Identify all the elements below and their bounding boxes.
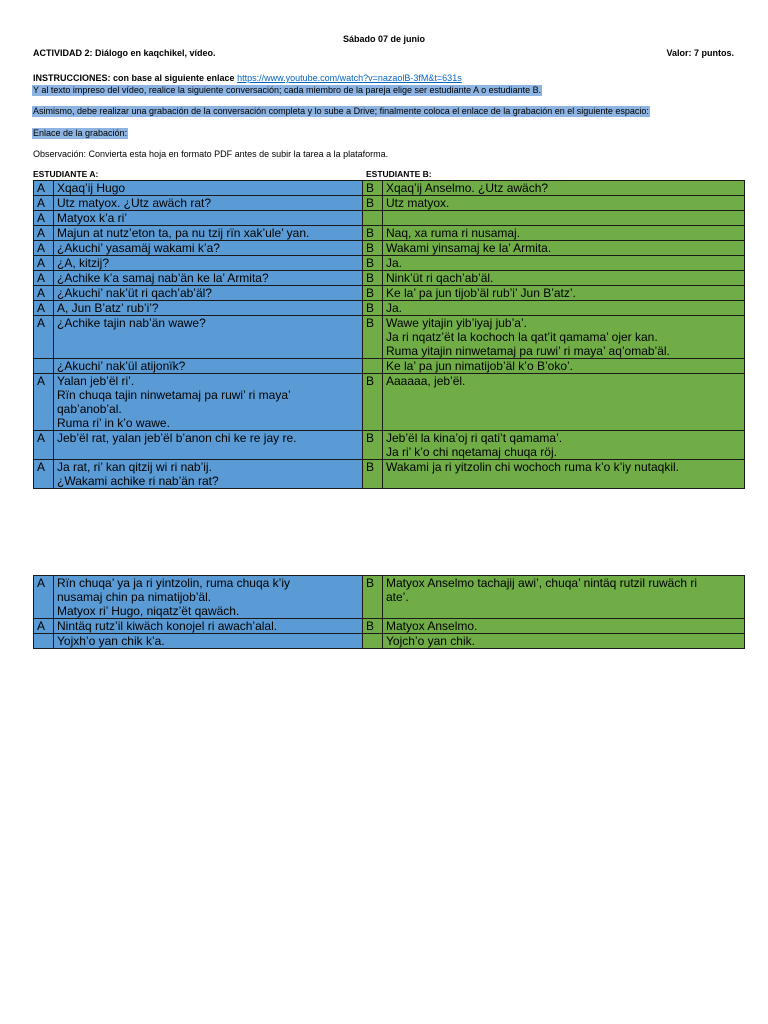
speaker-b-marker: B [363,241,383,256]
dialogue-line: Yalan jeb’ël ri’. [57,374,135,388]
speaker-a-text [54,196,363,211]
observation-text: Observación: Convierta esta hoja en formato PDF antes de subir la tarea a la plataforma. [33,149,389,159]
dialogue-row [34,271,745,286]
speaker-b-marker: B [363,226,383,241]
speaker-b-text [383,286,745,301]
speaker-a-text [54,619,363,634]
speaker-b-text [383,316,745,359]
speaker-a-marker: A [34,211,54,226]
dialogue-line: Utz matyox. [386,196,450,210]
speaker-a-text [54,256,363,271]
speaker-b-text [383,256,745,271]
dialogue-line: Jeb’ël rat, yalan jeb’ël b’anon chi ke re jay re. [57,431,297,445]
instructions-line [33,73,462,83]
speaker-b-text [383,301,745,316]
speaker-a-text [54,460,363,489]
speaker-a-text [54,241,363,256]
speaker-b-marker: B [363,431,383,460]
speaker-b-text [383,271,745,286]
dialogue-line: Xqaq’ij Hugo [57,181,126,195]
dialogue-line: Nintäq rutz’il kiwäch konojel ri awach’alal. [57,619,278,633]
dialogue-row [34,619,745,634]
instructions-label: INSTRUCCIONES: con base al siguiente enlace [33,73,235,83]
instructions-text-1: Y al texto impreso del vídeo, realice la siguiente conversación; cada miembro de la pareja elige ser estudiante A o estudiante B. [33,85,542,95]
dialogue-line: Ja. [386,256,403,270]
speaker-a-marker: A [34,181,54,196]
speaker-a-text [54,226,363,241]
student-a-label: ESTUDIANTE A: [33,169,99,179]
dialogue-line: Ruma ri’ in k’o wawe. [57,416,170,430]
speaker-b-text [383,576,745,619]
speaker-a-text [54,576,363,619]
dialogue-table-2 [33,575,745,649]
speaker-a-text [54,181,363,196]
dialogue-line: Ja ri’ k’o chi nqetamaj chuqa röj. [386,445,557,459]
dialogue-row [34,431,745,460]
dialogue-line: Ke la’ pa jun tijob’äl rub’i’ Jun B’atz’. [386,286,576,300]
speaker-b-text [383,460,745,489]
speaker-a-marker: A [34,226,54,241]
dialogue-line: ate’. [386,590,409,604]
speaker-b-text [383,226,745,241]
dialogue-line: Naq, xa ruma ri nusamaj. [386,226,521,240]
dialogue-line: Utz matyox. ¿Utz awäch rat? [57,196,212,210]
dialogue-line: ¿Achike tajin nab’än wawe? [57,316,206,330]
speaker-a-text [54,316,363,359]
dialogue-line [386,211,741,225]
speaker-a-marker: A [34,374,54,431]
dialogue-line: Wawe yitajin yib’iyaj jub’a’. [386,316,527,330]
dialogue-row [34,226,745,241]
speaker-a-marker [34,359,54,374]
speaker-b-text [383,619,745,634]
speaker-a-marker: A [34,286,54,301]
speaker-a-text [54,634,363,649]
speaker-a-text [54,286,363,301]
dialogue-line: Ruma yitajin ninwetamaj pa ruwi’ ri maya’ aq’omab’äl. [386,344,670,358]
dialogue-line: ¿Akuchi’ nak’ül atijonïk? [57,359,186,373]
dialogue-line: Ke la’ pa jun nimatijob’äl k’o B’oko’. [386,359,573,373]
dialogue-row [34,301,745,316]
dialogue-line: Ja rat, ri’ kan qitzij wi ri nab’ij. [57,460,212,474]
dialogue-row [34,241,745,256]
dialogue-line: Matyox Anselmo tachajij awi’, chuqa’ nintäq rutzil ruwäch ri [386,576,698,590]
speaker-b-marker [363,359,383,374]
page-date: Sábado 07 de junio [342,34,425,44]
dialogue-row [34,460,745,489]
dialogue-row [34,374,745,431]
speaker-b-text [383,359,745,374]
speaker-b-marker [363,211,383,226]
dialogue-line: Matyox Anselmo. [386,619,478,633]
speaker-a-marker: A [34,301,54,316]
dialogue-line: Rïn chuqa’ ya ja ri yintzolin, ruma chuqa k’iy [57,576,290,590]
speaker-a-text [54,374,363,431]
speaker-a-text [54,431,363,460]
dialogue-table-1 [33,180,745,489]
speaker-a-marker: A [34,316,54,359]
dialogue-line: Ja ri nqatz’ët la kochoch la qat’it qamama’ ojer kan. [386,330,658,344]
speaker-b-marker: B [363,374,383,431]
speaker-b-text [383,374,745,431]
dialogue-line [57,344,359,358]
speaker-a-marker: A [34,196,54,211]
dialogue-row [34,211,745,226]
speaker-b-marker: B [363,316,383,359]
speaker-a-marker: A [34,256,54,271]
dialogue-line: ¿A, kitzij? [57,256,110,270]
dialogue-line: Yojch’o yan chik. [386,634,475,648]
dialogue-line: Matyox ri’ Hugo, niqatz’ët qawäch. [57,604,240,618]
speaker-a-marker: A [34,271,54,286]
speaker-b-marker: B [363,576,383,619]
speaker-b-text [383,211,745,226]
dialogue-row [34,316,745,359]
dialogue-line: ¿Akuchi’ nak’üt ri qach’ab’äl? [57,286,212,300]
dialogue-line: Nink’üt ri qach’ab’äl. [386,271,494,285]
dialogue-line: Xqaq’ij Anselmo. ¿Utz awäch? [386,181,549,195]
speaker-b-text [383,196,745,211]
speaker-a-marker: A [34,460,54,489]
speaker-a-text [54,211,363,226]
dialogue-line: Matyox k’a ri’ [57,211,128,225]
student-b-label: ESTUDIANTE B: [366,169,432,179]
dialogue-line: ¿Wakami achike ri nab’än rat? [57,474,219,488]
speaker-a-marker: A [34,619,54,634]
speaker-a-marker [34,634,54,649]
speaker-a-marker: A [34,241,54,256]
dialogue-line: Majun at nutz’eton ta, pa nu tzij rïn xak’ule’ yan. [57,226,310,240]
dialogue-line [57,330,359,344]
speaker-b-marker: B [363,619,383,634]
speaker-a-text [54,301,363,316]
dialogue-line: ¿Achike k’a samaj nab’än ke la’ Armita? [57,271,269,285]
dialogue-line: Ja. [386,301,403,315]
speaker-b-text [383,181,745,196]
speaker-a-text [54,271,363,286]
dialogue-row [34,181,745,196]
speaker-b-marker: B [363,271,383,286]
instructions-text-2: Asimismo, debe realizar una grabación de la conversación completa y lo sube a Drive; finalmente coloca el enlace de la grabación en el siguiente espacio: [33,106,649,116]
speaker-a-text [54,359,363,374]
speaker-b-marker: B [363,181,383,196]
dialogue-line: Yojxh’o yan chik k’a. [57,634,165,648]
dialogue-row [34,286,745,301]
activity-title: ACTIVIDAD 2: Diálogo en kaqchikel, vídeo. [33,48,216,58]
speaker-b-marker: B [363,196,383,211]
speaker-b-text [383,241,745,256]
speaker-b-marker: B [363,256,383,271]
dialogue-row [34,634,745,649]
dialogue-line: Rïn chuqa tajin ninwetamaj pa ruwi’ ri maya’ [57,388,291,402]
dialogue-line: Jeb’ël la kina’oj ri qati’t qamama’. [386,431,563,445]
speaker-b-text [383,431,745,460]
speaker-b-marker: B [363,286,383,301]
speaker-b-marker: B [363,301,383,316]
dialogue-line: Wakami ja ri yitzolin chi wochoch ruma k’o k’iy nutaqkil. [386,460,679,474]
dialogue-line: qab’anob’al. [57,402,122,416]
activity-value: Valor: 7 puntos. [666,48,734,58]
dialogue-line: Aaaaaa, jeb’ël. [386,374,466,388]
dialogue-row [34,256,745,271]
dialogue-row [34,359,745,374]
speaker-a-marker: A [34,576,54,619]
dialogue-line: Wakami yinsamaj ke la’ Armita. [386,241,552,255]
speaker-b-marker [363,634,383,649]
video-link[interactable]: https://www.youtube.com/watch?v=nazaolB-3fM&t=631s [237,73,462,83]
dialogue-row [34,576,745,619]
dialogue-row [34,196,745,211]
dialogue-line: ¿Akuchi’ yasamäj wakami k’a? [57,241,220,255]
dialogue-line: nusamaj chin pa nimatijob’äl. [57,590,212,604]
speaker-b-marker: B [363,460,383,489]
recording-link-label: Enlace de la grabación: [33,128,128,138]
speaker-a-marker: A [34,431,54,460]
speaker-b-text [383,634,745,649]
dialogue-line: A, Jun B’atz’ rub’i’? [57,301,159,315]
